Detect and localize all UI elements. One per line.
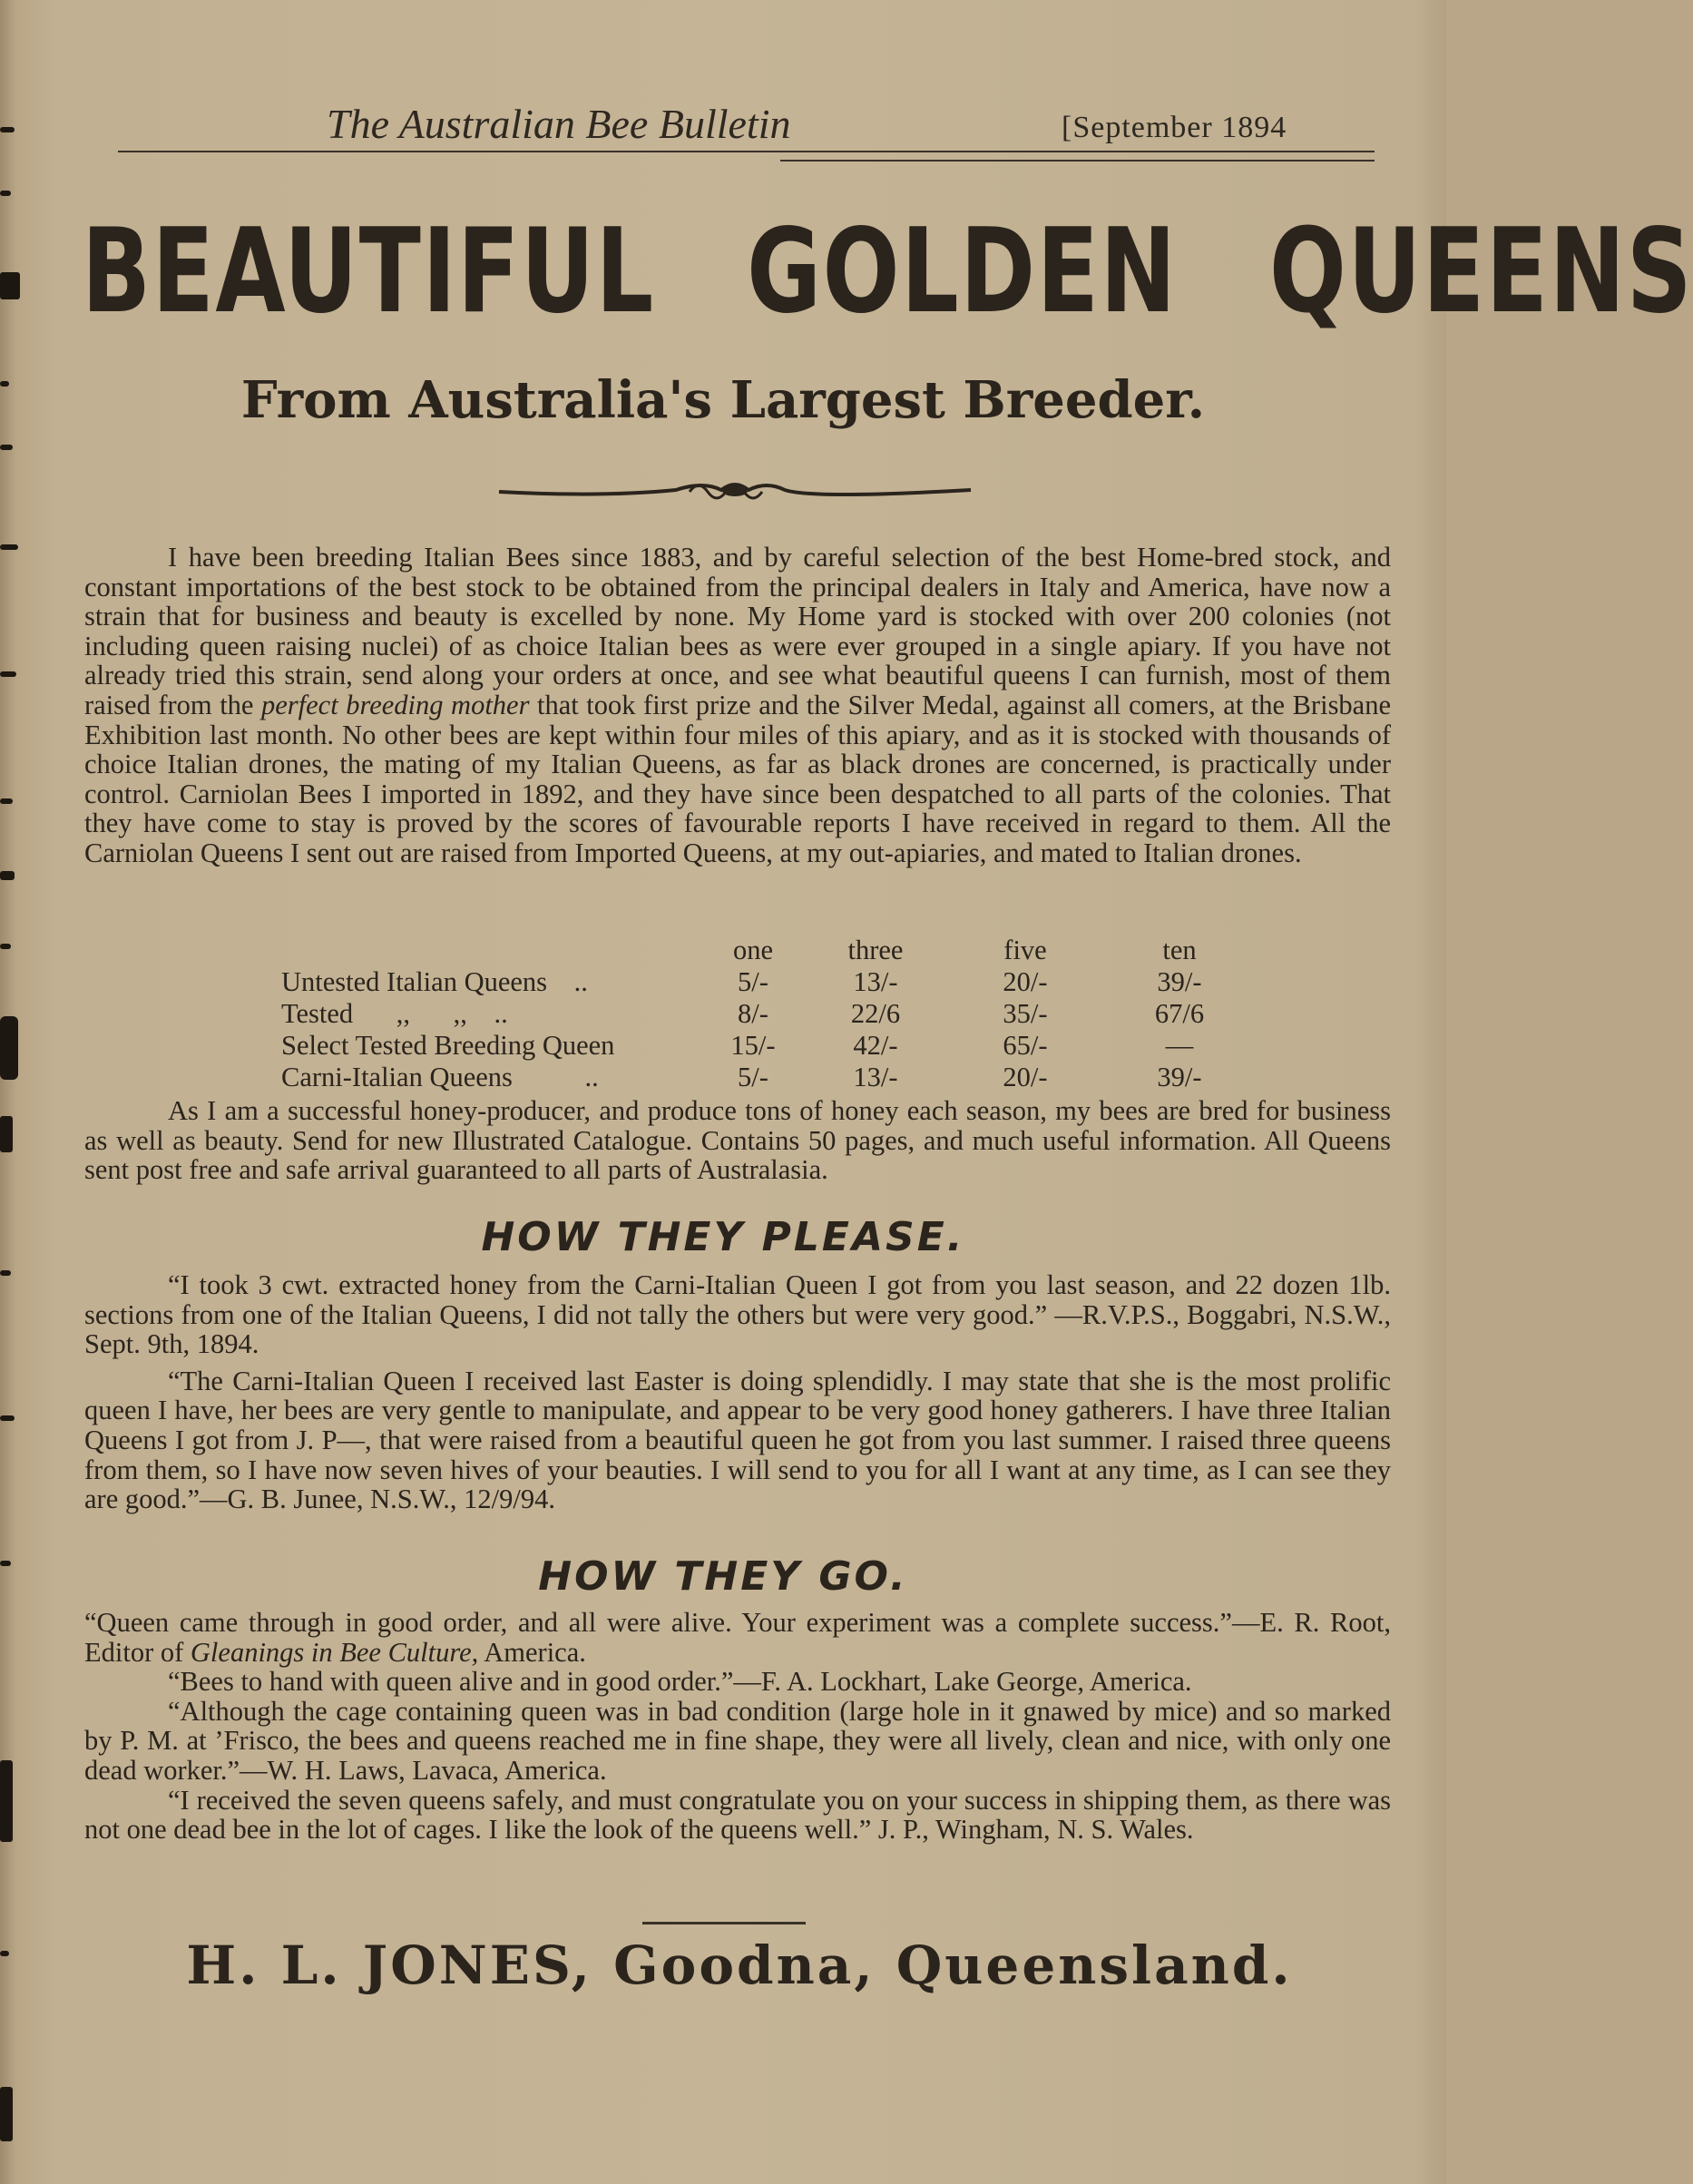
price-row-label	[281, 1030, 699, 1062]
price-cell: 39/-	[1157, 1062, 1202, 1092]
binding-edge-mark	[0, 1116, 13, 1152]
intro-text-continued: that took first prize and the Silver Medal, against all comers, at the Brisbane Exhibition last month. No other bees are kept within four miles of this apiary, and as it is stocked with thousands of choice Italian drones, the mating of my Italian Queens, as far as black drones are concerned, is practically under control. Carniolan Bees I imported in 1892, and they have since been despatched to all parts of the colonies. That they have come to stay is proved by the scores of favourable reports I have received in regard to them. All the Carniolan Queens I sent out are raised from Imported Queens, at my out-apiaries, and mated to Italian drones.	[84, 689, 1392, 868]
decorative-ornament	[494, 474, 975, 510]
leader-dots: ..	[494, 998, 508, 1029]
price-table-header: one	[732, 935, 774, 965]
price-cell: 39/-	[1157, 966, 1202, 997]
testimonial-paragraph: “Bees to hand with queen alive and in good order.”—F. A. Lockhart, Lake George, America.	[168, 1666, 1192, 1698]
binding-edge-mark	[0, 1760, 13, 1842]
header-rule-short	[780, 160, 1375, 162]
intro-text: I have been breeding Italian Bees since 1883, and by careful selection of the best Home-bred stock, and constant importations of the best stock to be obtained from the principal dealers in Italy and America, have now a strain that for business and beauty is excelled by none. My Home yard is stocked with over 200 colonies (not including queen raising nuclei) of as choice Italian bees as were ever grouped in a single apiary. If you have not already tried this strain, send along your orders at once, and see what beautiful queens I can furnish, most of them raised from the	[84, 542, 1391, 720]
intro-italic-phrase: perfect breeding mother	[261, 689, 530, 720]
running-header	[118, 100, 1406, 154]
testimonial-paragraph	[84, 1608, 1391, 1667]
binding-edge-mark	[0, 1270, 11, 1276]
price-cell: 13/-	[853, 966, 898, 997]
intro-paragraph	[84, 543, 1391, 868]
price-cell: 67/6	[1154, 998, 1205, 1029]
testimonials-please	[84, 1270, 1391, 1514]
price-cell: 22/6	[850, 998, 901, 1029]
section-heading-go: HOW THEY GO.	[538, 1553, 908, 1600]
testimonial-paragraph: “I took 3 cwt. extracted honey from the Carni-Italian Queen I got from you last season, and 22 dozen 1lb. sections from one of the Italian Queens, I did not tally the others but were very good.” —R.V.P.S., Boggabri, N.S.W., Sept. 9th, 1894.	[84, 1269, 1391, 1360]
price-cell: 20/-	[1003, 966, 1048, 997]
price-table-header: three	[847, 935, 904, 965]
price-row-label-text: Untested Italian Queens	[281, 966, 548, 997]
binding-edge-mark	[0, 272, 20, 299]
binding-edge-mark	[0, 2087, 13, 2141]
binding-edge-mark	[0, 798, 13, 804]
binding-edge-mark	[0, 944, 11, 949]
header-rule	[118, 151, 1375, 152]
price-table-row	[281, 998, 1252, 1030]
price-row-label	[281, 1062, 699, 1093]
testimonial-text: “Queen came through in good order, and all were alive. Your experiment was a complete success.”—E. R. Root, Editor of	[84, 1607, 1391, 1668]
headline	[82, 204, 1693, 339]
price-cell: 5/-	[738, 966, 768, 997]
price-table-header-blank	[281, 935, 699, 966]
binding-edge-mark	[0, 671, 16, 677]
price-cell: 20/-	[1003, 1062, 1048, 1092]
headline-word: GOLDEN	[747, 204, 1178, 339]
testimonial-paragraph: “I received the seven queens safely, and must congratulate you on your success in shipping them, as there was not one dead bee in the lot of cages. I like the look of the queens well.” J. P., Wingham, N. S. Wales.	[84, 1784, 1391, 1846]
price-table-header: five	[1003, 935, 1047, 965]
binding-edge-mark	[0, 1016, 18, 1080]
binding-edge-mark	[0, 127, 15, 132]
price-table-header-row	[281, 935, 1252, 966]
catalogue-paragraph: As I am a successful honey-producer, and produce tons of honey each season, my bees are bred for business as well as beauty. Send for new Illustrated Catalogue. Contains 50 pages, and much useful information. All Queens sent post free and safe arrival guaranteed to all parts of Australasia.	[84, 1095, 1391, 1186]
price-table	[281, 935, 1252, 1093]
publication-title: The Australian Bee Bulletin	[327, 101, 791, 147]
price-cell: 5/-	[738, 1062, 768, 1092]
price-row-label	[281, 998, 699, 1030]
price-row-label-text: Tested ,, ,,	[281, 998, 467, 1029]
price-cell: 15/-	[730, 1030, 776, 1061]
publication-name-italic: Gleanings in Bee Culture,	[190, 1636, 479, 1668]
catalogue-section	[84, 1096, 1391, 1185]
price-cell: 42/-	[853, 1030, 898, 1061]
section-heading-please: HOW THEY PLEASE.	[481, 1214, 965, 1260]
price-table-row	[281, 1030, 1252, 1062]
binding-edge-mark	[0, 1415, 15, 1421]
testimonial-text: America.	[484, 1636, 586, 1668]
price-cell: —	[1165, 1030, 1194, 1061]
price-table-row	[281, 1062, 1252, 1093]
price-row-label-text: Carni-Italian Queens	[281, 1062, 513, 1092]
headline-word: BEAUTIFUL	[82, 204, 655, 339]
testimonial-paragraph: “Although the cage containing queen was in bad condition (large hole in it gnawed by mice) and so marked by P. M. at ’Frisco, the bees and queens reached me in fine shape, they were all lively, clean and nice, with only one dead worker.”—W. H. Laws, Lavaca, America.	[84, 1695, 1391, 1786]
leader-dots: ..	[584, 1062, 599, 1092]
issue-date: [September 1894	[1062, 111, 1287, 144]
binding-edge-mark	[0, 191, 11, 196]
price-cell: 13/-	[853, 1062, 898, 1092]
footer-rule	[642, 1922, 806, 1924]
binding-edge-mark	[0, 445, 13, 450]
price-table-row	[281, 966, 1252, 998]
price-row-label	[281, 966, 699, 998]
price-table-header: ten	[1162, 935, 1197, 965]
price-cell: 65/-	[1003, 1030, 1048, 1061]
binding-edge-mark	[0, 871, 15, 880]
leader-dots: ..	[573, 966, 588, 997]
subheadline: From Australia's Largest Breeder.	[240, 370, 1206, 430]
price-cell: 8/-	[738, 998, 768, 1029]
advertiser-name: H. L. JONES, Goodna, Queensland.	[186, 1934, 1293, 1996]
binding-edge-mark	[0, 544, 18, 550]
intro-section	[84, 543, 1391, 868]
headline-word: QUEENS	[1268, 204, 1693, 339]
price-row-label-text: Select Tested Breeding Queen	[281, 1030, 615, 1061]
testimonial-paragraph: “The Carni-Italian Queen I received last Easter is doing splendidly. I may state that she is the most prolific queen I have, her bees are very gentle to manipulate, and appear to be very good honey gatherers. I have three Italian Queens I got from J. P—, that were raised from a beautiful queen he got from you last summer. I raised three queens from them, so I have now seven hives of your beauties. I will send to you for all I want at any time, as I can see they are good.”—G. B. Junee, N.S.W., 12/9/94.	[84, 1365, 1391, 1515]
testimonials-go	[84, 1608, 1391, 1845]
binding-edge-mark	[0, 1951, 9, 1956]
price-cell: 35/-	[1003, 998, 1048, 1029]
